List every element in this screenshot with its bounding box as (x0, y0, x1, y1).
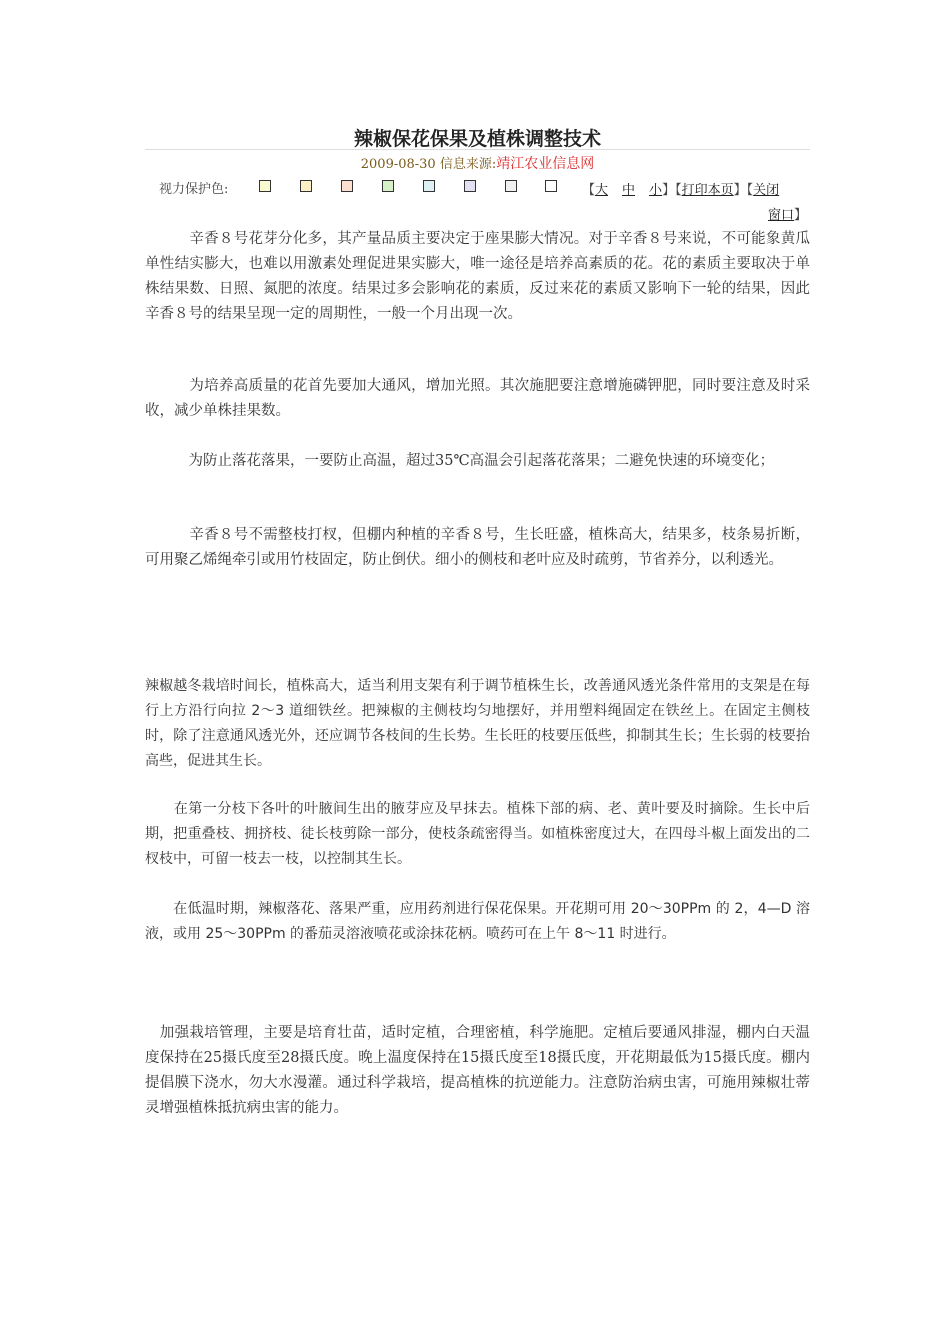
paragraph: 为防止落花落果，一要防止高温，超过35℃高温会引起落花落果；二避免快速的环境变化； (145, 453, 775, 469)
paragraph: 辛香８号花芽分化多，其产量品质主要决定于座果膨大情况。对于辛香８号来说，不可能象黄瓜单性结实膨大，也难以用激素处理促进果实膨大，唯一途径是培养高素质的花。花的素质主要取决于单株结果数、日照、氮肥的浓度。结果过多会影响花的素质，反过来花的素质又影响下一轮的结果，因此辛香８号的结果呈现一定的周期性，一般一个月出现一次。 (145, 231, 810, 322)
article-meta (145, 153, 810, 173)
article-title: 辣椒保花保果及植株调整技术 (353, 128, 601, 150)
color-swatch[interactable] (259, 180, 271, 192)
source-label: 信息来源: (439, 157, 497, 172)
paragraph: 在第一分枝下各叶的叶腋间生出的腋芽应及早抹去。植株下部的病、老、黄叶要及时摘除。生长中后期，把重叠枝、拥挤枝、徒长枝剪除一部分，使枝条疏密得当。如植株密度过大，在四母斗椒上面发出的二杈枝中，可留一枝去一枝，以控制其生长。 (145, 801, 810, 867)
font-size-medium-link[interactable]: 中 (622, 183, 636, 198)
bracket: 】 (733, 183, 747, 198)
font-size-small-link[interactable]: 小 (649, 183, 663, 198)
paragraph: 为培养高质量的花首先要加大通风，增加光照。其次施肥要注意增施磷钾肥，同时要注意及时采收，减少单株挂果数。 (145, 378, 810, 419)
eye-protection-label: 视力保护色: (159, 182, 229, 197)
title-divider (145, 149, 810, 150)
paragraph: 加强栽培管理，主要是培育壮苗，适时定植，合理密植，科学施肥。定植后要通风排湿，棚内白天温度保持在25摄氏度至28摄氏度。晚上温度保持在15摄氏度至18摄氏度，开花期最低为15摄氏度。棚内提倡膜下浇水，勿大水漫灌。通过科学栽培，提高植株的抗逆能力。注意防治病虫害，可施用辣椒壮蒂灵增强植株抵抗病虫害的能力。 (145, 1025, 810, 1116)
color-swatch[interactable] (464, 180, 476, 192)
color-swatch[interactable] (423, 180, 435, 192)
bracket: 】 (662, 183, 676, 198)
paragraph: 辣椒越冬栽培时间长，植株高大，适当利用支架有利于调节植株生长，改善通风透光条件常用的支架是在每行上方沿行向拉 2～3 道细铁丝。把辣椒的主侧枝均匀地摆好，并用塑料绳固定在铁丝上。在固定主侧枝时，除了注意通风透光外，还应调节各枝间的生长势。生长旺的枝要压低些，抑制其生长；生长弱的枝要抬高些，促进其生长。 (145, 678, 810, 769)
color-swatch[interactable] (300, 180, 312, 192)
bracket: 【 (675, 183, 682, 198)
close-window-link[interactable]: 关闭 (753, 183, 780, 198)
paragraph: 在低温时期，辣椒落花、落果严重，应用药剂进行保花保果。开花期可用 20～30PPm 的 2，4—D 溶液，或用 25～30PPm 的番茄灵溶液喷花或涂抹花柄。喷药可在上午 8～11 时进行。 (145, 901, 810, 942)
bracket: 【 (746, 183, 754, 198)
print-page-link[interactable]: 打印本页 (681, 183, 734, 198)
close-window-link-cont[interactable]: 窗口 (768, 208, 795, 223)
color-swatch[interactable] (341, 180, 353, 192)
bracket: 【 (582, 183, 596, 198)
color-swatch[interactable] (505, 180, 517, 192)
color-swatch[interactable] (545, 180, 557, 192)
paragraph: 辛香８号不需整枝打杈，但棚内种植的辛香８号，生长旺盛，植株高大，结果多，枝条易折断，可用聚乙烯绳牵引或用竹枝固定，防止倒伏。细小的侧枝和老叶应及时疏剪，节省养分，以利透光。 (145, 527, 810, 568)
color-swatch[interactable] (382, 180, 394, 192)
bracket: 】 (794, 208, 808, 223)
article-date: 2009-08-30 (360, 157, 436, 172)
font-size-large-link[interactable]: 大 (595, 183, 609, 198)
toolbar-links (582, 178, 810, 228)
source-link[interactable]: 靖江农业信息网 (496, 156, 595, 172)
